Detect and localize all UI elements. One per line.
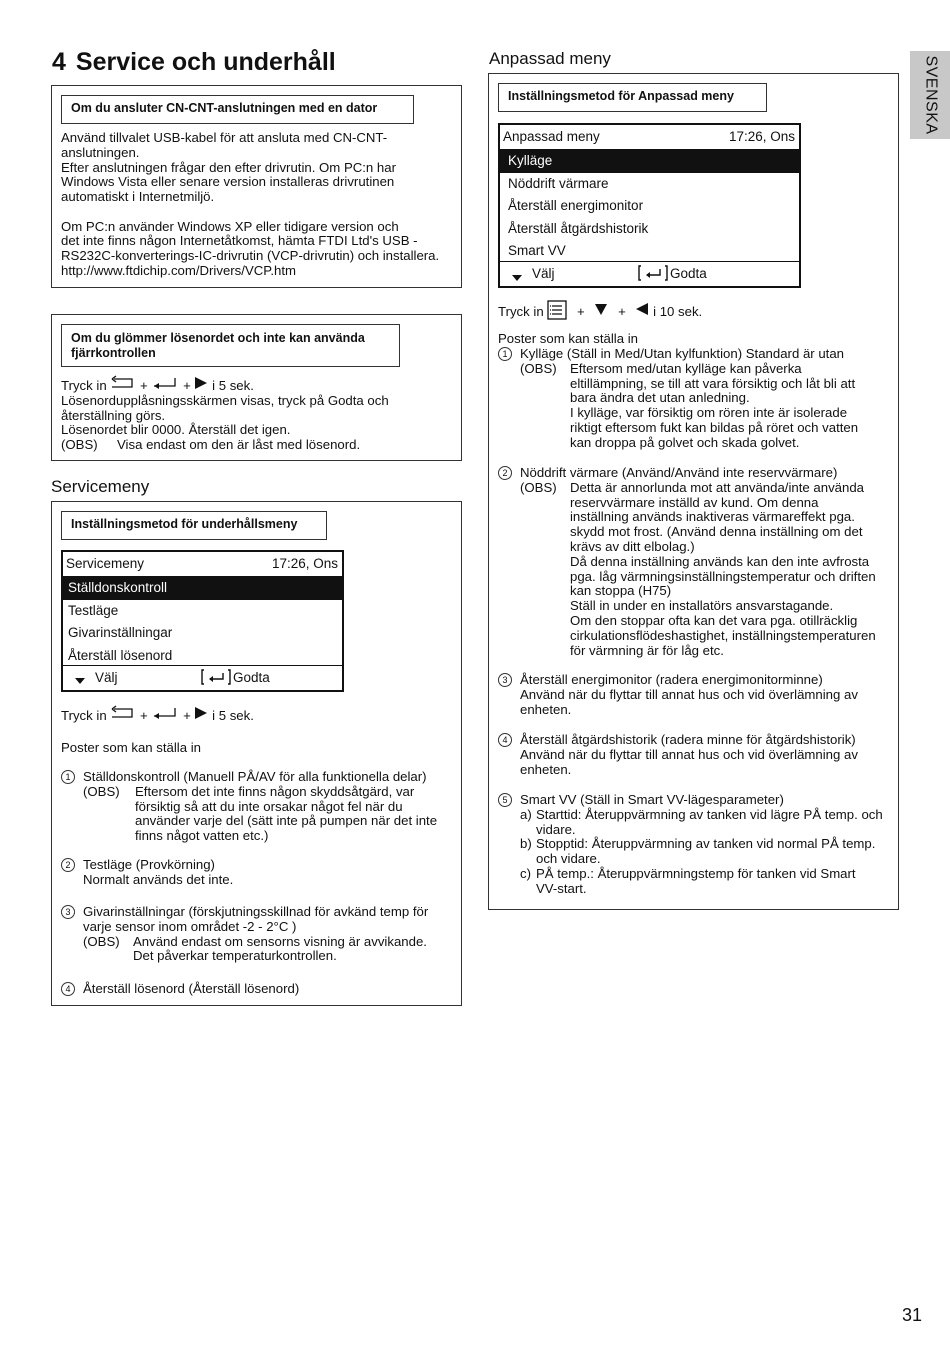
note-line: krävs av ditt elbolag.) — [570, 538, 695, 554]
subitem-text: PÅ temp.: Återuppvärmningstemp för tanken vid Smart — [536, 865, 856, 881]
service-item-2 — [61, 858, 233, 888]
obs-label: (OBS) — [520, 360, 557, 376]
menu-item-aterstall-losenord[interactable]: Återställ lösenord — [68, 647, 173, 663]
service-menu-screen — [61, 550, 344, 692]
note-line: Ställ in under en installatörs ansvarstagande. — [570, 598, 834, 614]
obs-row — [520, 362, 858, 451]
down-key-icon — [594, 302, 608, 316]
press-duration: i 5 sek. — [212, 708, 254, 723]
side-tab-label: SVENSKA — [922, 55, 940, 135]
text-line: det inte finns någon Internetåtkomst, hämta FTDI Ltd's USB - — [61, 233, 418, 249]
service-item-3 — [61, 905, 428, 964]
subitem-key: b) — [520, 836, 532, 852]
obs-notes — [570, 362, 858, 451]
subitem-key: c) — [520, 865, 531, 881]
menu-item-aterstall-atgardshistorik[interactable]: Återställ åtgärdshistorik — [508, 220, 649, 236]
obs-label: (OBS) — [83, 783, 120, 799]
item-text: enheten. — [520, 701, 572, 717]
obs-notes — [570, 481, 876, 659]
page-number: 31 — [902, 1305, 923, 1325]
screen-time: 17:26, Ons — [271, 555, 338, 571]
obs-label: (OBS) — [61, 437, 98, 453]
screen-title: Anpassad meny — [503, 128, 600, 144]
text-line: Använd tillvalet USB-kabel för att ansluta med CN-CNT- — [61, 130, 388, 145]
down-arrow-icon — [74, 675, 86, 685]
menu-item-smart-vv[interactable]: Smart VV — [508, 243, 566, 258]
note-line: eltillämpning, se till att vara försiktig och låt bli att — [570, 375, 856, 391]
smart-vv-subitems — [520, 808, 883, 897]
text-line: Lösenordet blir 0000. Återställ det igen. — [61, 422, 291, 438]
screen-title: Servicemeny — [66, 555, 145, 571]
note-line: bara ändra det utan anledning. — [570, 390, 750, 406]
item-number: 3 — [61, 905, 75, 919]
text-line: RS232C-konverterings-IC-drivrutin (VCP-drivrutin) och installera. — [61, 248, 440, 264]
screen-time: 17:26, Ons — [728, 128, 795, 144]
item-number: 2 — [498, 466, 512, 480]
subitem-text: VV-start. — [536, 880, 587, 896]
item-number: 1 — [498, 347, 512, 361]
item-number: 2 — [61, 858, 75, 872]
screen-header — [63, 552, 342, 577]
service-key-combo: Tryck in + + i 5 sek. — [61, 708, 254, 723]
item-number: 4 — [61, 982, 75, 996]
press-duration: i 10 sek. — [653, 304, 703, 319]
obs-text: Visa endast om den är låst med lösenord. — [117, 437, 361, 453]
press-label: Tryck in — [61, 378, 107, 393]
note-line: pga. låg värmningsinställningstemperatur och driften — [570, 568, 876, 584]
obs-label: (OBS) — [520, 479, 557, 495]
item-title: Återställ lösenord (Återställ lösenord) — [83, 981, 300, 996]
obs-label: (OBS) — [83, 933, 120, 949]
note-line: cirkulationsflödeshastighet, inställningstemperaturen — [570, 627, 876, 643]
back-key-icon — [110, 376, 136, 390]
note-line: för värmning är för låg etc. — [570, 642, 724, 658]
text-line: Lösenordupplåsningsskärmen visas, tryck på Godta och — [61, 392, 389, 408]
item-number: 4 — [498, 733, 512, 747]
item-number: 1 — [61, 770, 75, 784]
item-title: Återställ energimonitor (radera energimonitorminne) — [520, 672, 823, 687]
item-title: Smart VV (Ställ in Smart VV-lägesparameter) — [520, 792, 784, 807]
obs-notes — [133, 935, 427, 965]
press-duration: i 5 sek. — [212, 378, 254, 393]
language-side-tab — [910, 51, 950, 139]
custom-item-1 — [498, 347, 858, 451]
service-item-4 — [61, 982, 299, 997]
enter-bracket-icon — [201, 669, 231, 685]
service-tag: Inställningsmetod för underhållsmeny — [61, 511, 327, 540]
subitem-text: Stopptid: Återuppvärmning av tanken vid normal PÅ temp. — [536, 836, 876, 852]
item-text: Använd när du flyttar till annat hus och vid överlämning av — [520, 746, 858, 762]
item-number: 5 — [498, 793, 512, 807]
obs-notes — [135, 785, 437, 844]
enter-key-icon — [151, 376, 179, 390]
password-text — [61, 376, 389, 453]
text-line: anslutningen. — [61, 144, 140, 160]
pc-connection-text — [61, 131, 439, 279]
key-combo-line: Tryck in + + i 5 sek. — [61, 378, 254, 393]
note-line: Detta är annorlunda mot att använda/inte använda — [570, 479, 864, 495]
text-line: Om PC:n använder Windows XP eller tidigare version och — [61, 218, 399, 234]
note-line: försiktig så att du inte orsakar något fel när du — [135, 798, 403, 814]
item-title: Givarinställningar (förskjutningsskillnad för avkänd temp för — [83, 904, 429, 919]
note-line: inställning används inaktiveras värmareffekt pga. — [570, 509, 855, 525]
left-arrow-key-icon — [635, 302, 649, 316]
download-url: http://www.ftdichip.com/Drivers/VCP.htm — [61, 262, 297, 278]
note-line: Eftersom det inte finns någon skyddsåtgärd, var — [135, 783, 415, 799]
press-label: Tryck in — [61, 708, 107, 723]
menu-item-testlage[interactable]: Testläge — [68, 602, 119, 618]
obs-row — [83, 785, 437, 844]
custom-tag: Inställningsmetod för Anpassad meny — [498, 83, 767, 112]
obs-row — [61, 438, 389, 453]
footer-accept-label: Godta — [670, 266, 707, 281]
custom-item-2 — [498, 466, 876, 658]
down-arrow-icon — [511, 272, 523, 282]
right-arrow-key-icon — [194, 706, 208, 720]
note-line: Då denna inställning används kan den inte avfrosta — [570, 553, 870, 569]
chapter-title — [52, 47, 336, 77]
note-line: Om den stoppar ofta kan det vara pga. otillräcklig — [570, 612, 858, 628]
text-line: Efter anslutningen frågar den efter drivrutin. Om PC:n har — [61, 159, 396, 175]
subitem-text: Starttid: Återuppvärmning av tanken vid lägre PÅ temp. och — [536, 806, 883, 822]
note-line: Använd endast om sensorns visning är avvikande. — [133, 933, 427, 949]
custom-heading: Anpassad meny — [489, 49, 611, 68]
custom-items-intro: Poster som kan ställa in — [498, 331, 638, 346]
menu-item-kyllage[interactable]: Kylläge — [500, 150, 799, 173]
subitem-row — [520, 867, 883, 897]
menu-item-noddrift-varmare[interactable]: Nöddrift värmare — [508, 175, 609, 191]
service-item-1 — [61, 770, 437, 844]
enter-key-icon — [151, 706, 179, 720]
obs-row — [83, 935, 428, 965]
item-title: Testläge (Provkörning) — [83, 857, 215, 872]
note-line: riktigt eftersom fukt kan bildas på röret och vatten — [570, 419, 859, 435]
item-title: Nöddrift värmare (Använd/Använd inte reservvärmare) — [520, 465, 838, 480]
note-line: skydd mot frost. (Använd denna inställning om det — [570, 524, 863, 540]
chapter-title-text: Service och underhåll — [75, 48, 336, 76]
pc-connection-tag: Om du ansluter CN-CNT-anslutningen med en dator — [61, 95, 414, 124]
screen-footer — [500, 261, 799, 286]
footer-select-label: Välj — [95, 670, 118, 685]
chapter-number: 4 — [52, 48, 66, 76]
menu-item-aterstall-energimonitor[interactable]: Återställ energimonitor — [508, 198, 644, 213]
press-label: Tryck in — [498, 304, 544, 319]
text-line: Windows Vista eller senare version installeras drivrutinen — [61, 174, 395, 190]
tag-line: fjärrkontrollen — [71, 346, 156, 360]
tag-line: Om du glömmer lösenordet och inte kan använda — [71, 331, 365, 345]
enter-bracket-icon — [638, 265, 668, 281]
item-title: Återställ åtgärdshistorik (radera minne för åtgärdshistorik) — [520, 732, 856, 747]
item-text: Använd när du flyttar till annat hus och vid överlämning av — [520, 686, 858, 702]
subitem-key: a) — [520, 806, 532, 822]
subitem-text: och vidare. — [536, 851, 601, 867]
custom-item-4 — [498, 733, 858, 777]
back-key-icon — [110, 706, 136, 720]
menu-item-givarinstallningar[interactable]: Givarinställningar — [68, 625, 173, 640]
custom-menu-screen — [498, 123, 801, 288]
text-line: automatiskt i Internetmiljö. — [61, 189, 215, 205]
item-title: varje sensor inom området -2 - 2°C ) — [83, 918, 297, 934]
subitem-row — [520, 808, 883, 838]
password-tag — [61, 324, 400, 367]
text-line: återställning görs. — [61, 407, 166, 423]
screen-footer — [63, 665, 342, 690]
note-line: finns något vatten etc.) — [135, 828, 269, 844]
screen-header — [500, 125, 799, 150]
custom-item-3 — [498, 673, 858, 717]
subitem-text: vidare. — [536, 821, 576, 837]
note-line: Det påverkar temperaturkontrollen. — [133, 948, 337, 964]
note-line: I kylläge, var försiktig om rören inte är isolerade — [570, 405, 848, 421]
note-line: använder varje del (sätt inte på pumpen när det inte — [135, 813, 438, 829]
item-title: Ställdonskontroll (Manuell PÅ/AV för alla funktionella delar) — [83, 769, 427, 784]
subitem-row — [520, 837, 883, 867]
footer-select-label: Välj — [532, 266, 555, 281]
note-line: kan stoppa (H75) — [570, 583, 672, 599]
obs-row — [520, 481, 876, 659]
service-items-intro: Poster som kan ställa in — [61, 740, 201, 755]
note-line: Eftersom med/utan kylläge kan påverka — [570, 360, 802, 376]
item-number: 3 — [498, 673, 512, 687]
footer-accept-label: Godta — [233, 670, 270, 685]
menu-key-icon — [547, 300, 567, 320]
item-text: enheten. — [520, 761, 572, 777]
note-line: reservvärmare inställd av kund. Om denna — [570, 494, 819, 510]
custom-item-5 — [498, 793, 883, 897]
right-arrow-key-icon — [194, 376, 208, 390]
custom-key-combo: Tryck in + + i 10 sek. — [498, 300, 702, 320]
item-text: Normalt används det inte. — [83, 871, 234, 887]
note-line: kan droppa på golvet och skada golvet. — [570, 434, 800, 450]
service-heading: Servicemeny — [51, 477, 150, 496]
menu-item-stalldonskontroll[interactable]: Ställdonskontroll — [63, 577, 342, 600]
item-title: Kylläge (Ställ in Med/Utan kylfunktion) Standard är utan — [520, 346, 844, 361]
